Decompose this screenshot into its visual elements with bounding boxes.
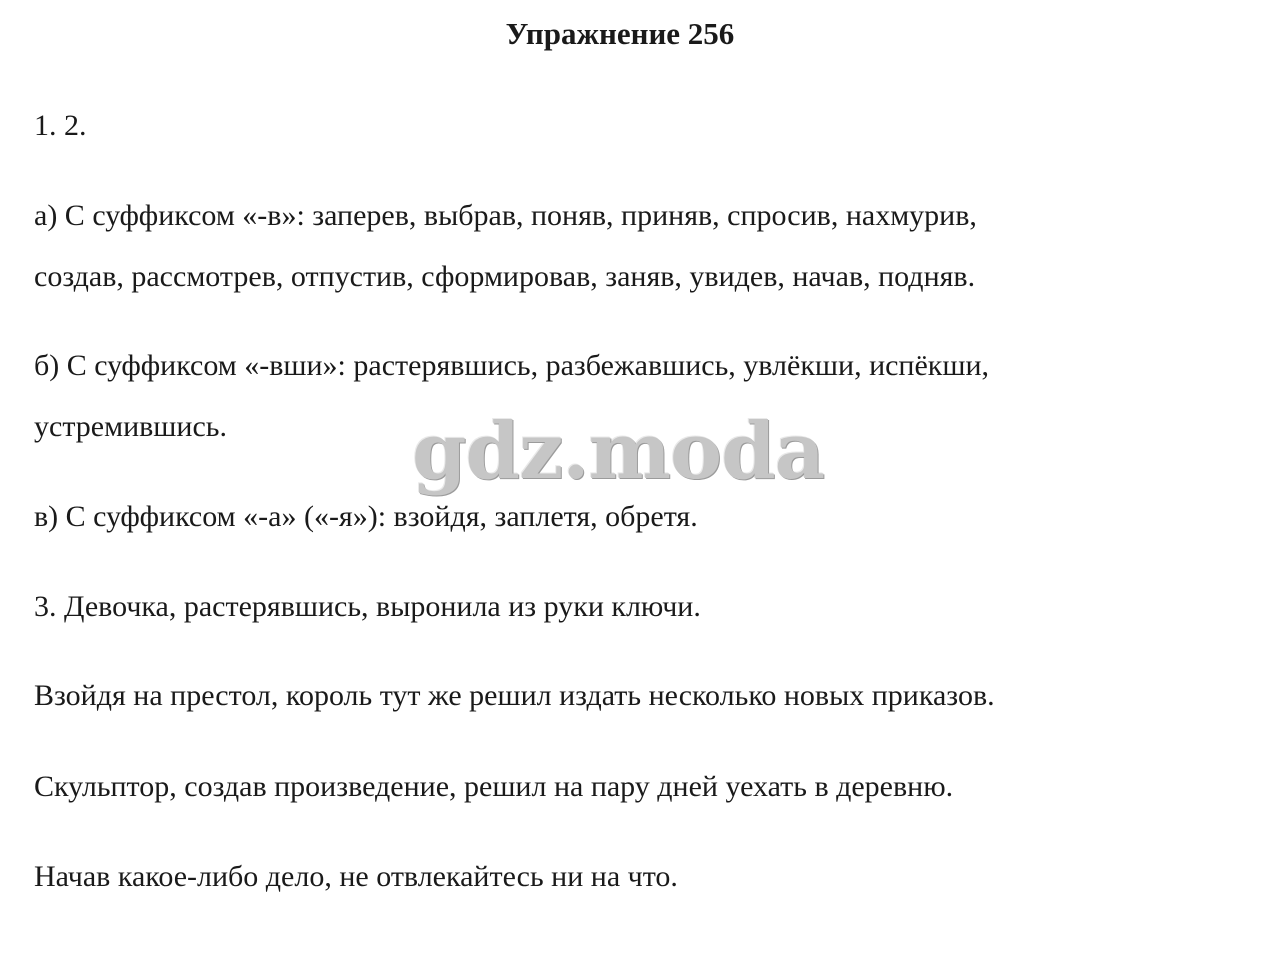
sentence-3: Скульптор, создав произведение, решил на пару дней уехать в деревню. xyxy=(34,770,954,803)
answer-b-line-1: б) С суффиксом «-вши»: растерявшись, разбежавшись, увлёкши, испёкши, xyxy=(34,349,990,382)
watermark-logo: gdz.moda xyxy=(412,406,825,497)
answer-b-line-2: устремившись. xyxy=(34,410,227,443)
task-numbers: 1. 2. xyxy=(34,109,87,142)
answer-a-line-1: а) С суффиксом «-в»: заперев, выбрав, поняв, приняв, спросив, нахмурив, xyxy=(34,199,977,232)
answer-a-line-2: создав, рассмотрев, отпустив, сформировав, заняв, увидев, начав, подняв. xyxy=(34,260,976,293)
answer-c-line: в) С суффиксом «-а» («-я»): взойдя, заплетя, обретя. xyxy=(34,500,698,533)
exercise-title: Упражнение 256 xyxy=(505,16,735,51)
sentence-2: Взойдя на престол, король тут же решил издать несколько новых приказов. xyxy=(34,679,995,712)
sentence-4: Начав какое-либо дело, не отвлекайтесь ни на что. xyxy=(34,860,678,893)
sentence-1: 3. Девочка, растерявшись, выронила из руки ключи. xyxy=(34,590,701,623)
